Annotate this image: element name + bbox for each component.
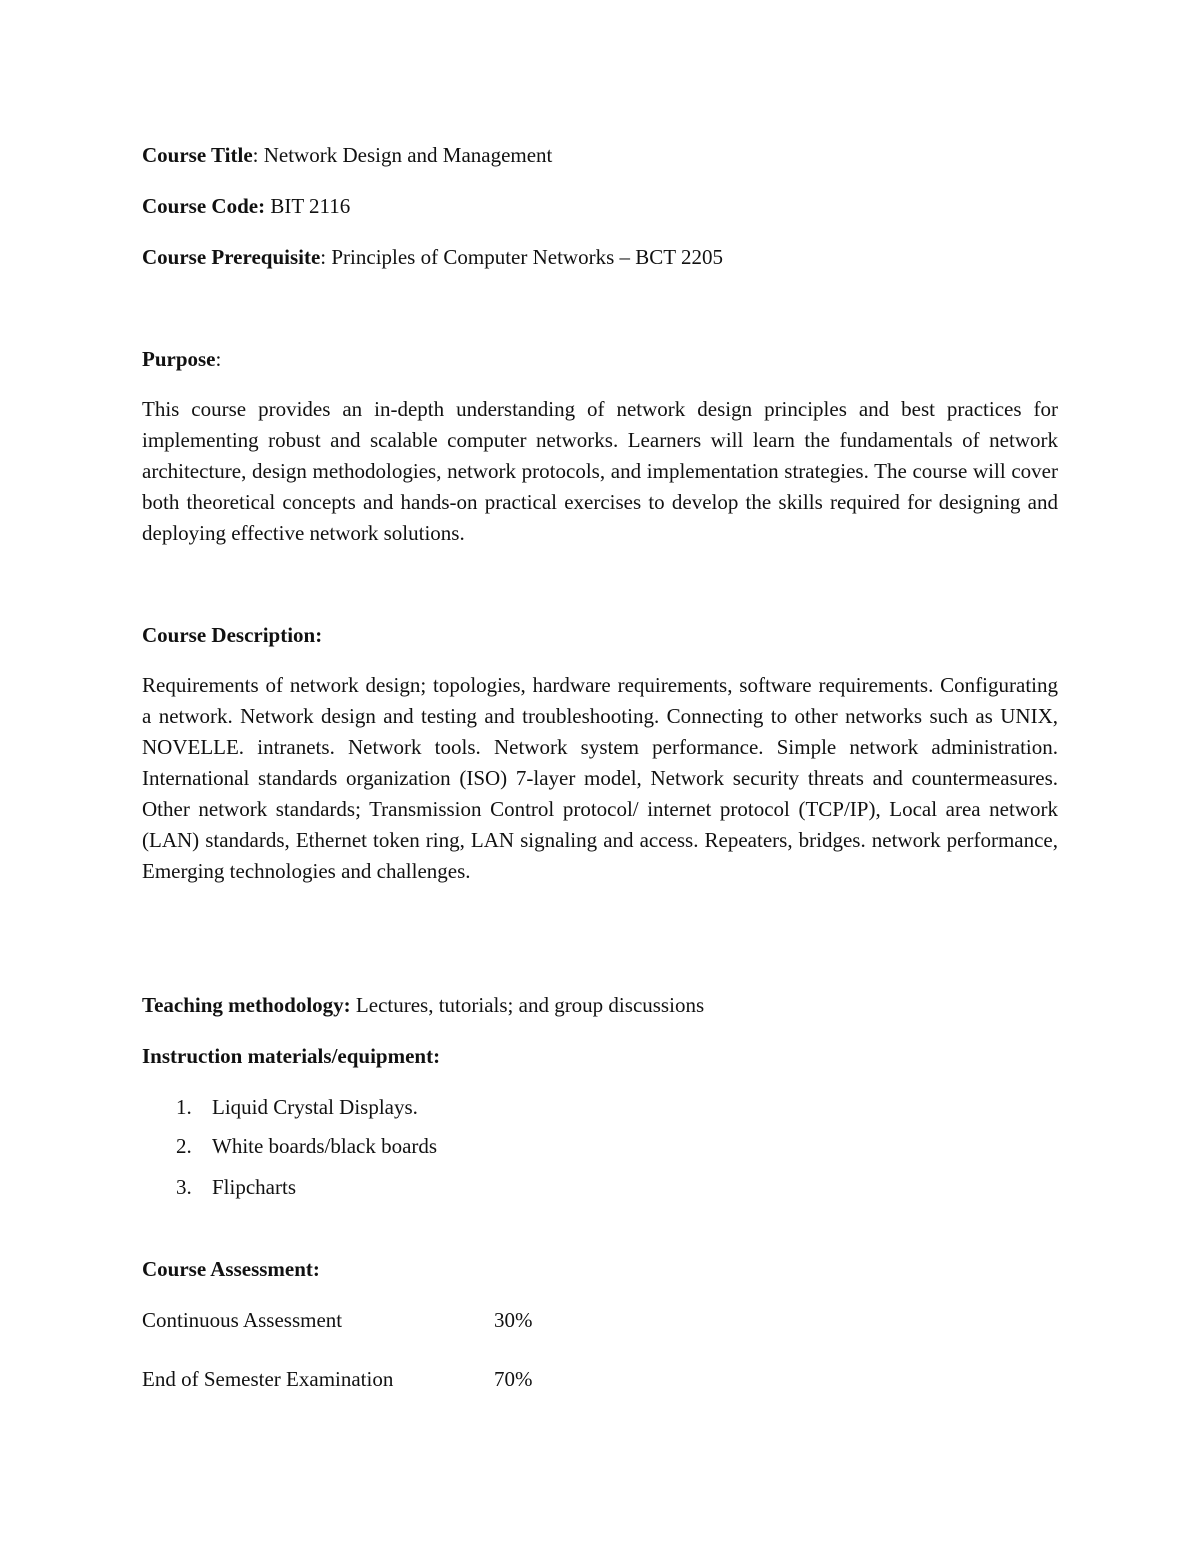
- teaching-methodology-label: Teaching methodology:: [142, 993, 351, 1017]
- course-description-heading: Course Description:: [142, 623, 323, 647]
- list-item: [176, 1094, 418, 1120]
- list-item-number: 2.: [176, 1134, 192, 1158]
- assessment-row-value: 70%: [494, 1367, 533, 1391]
- assessment-row-label: Continuous Assessment: [142, 1308, 343, 1332]
- course-prerequisite-label: Course Prerequisite: [142, 245, 321, 269]
- purpose-heading-suffix: :: [215, 347, 222, 371]
- course-title-line: [142, 142, 552, 168]
- teaching-methodology-line: [142, 992, 704, 1018]
- assessment-row-label: End of Semester Examination: [142, 1367, 394, 1391]
- course-description-paragraph: Requirements of network design; topologies, hardware requirements, software requirements. Configurating a network. Network design and testing and troubleshooting. Connecting to other networks such as UNIX, NOVELLE. intranets. Network tools. Network system performance. Simple network administration. International standards organization (ISO) 7-layer model, Network security threats and countermeasures. Other network standards; Transmission Control protocol/ internet protocol (TCP/IP), Local area network (LAN) standards, Ethernet token ring, LAN signaling and access. Repeaters, bridges. network performance, Emerging technologies and challenges.: [142, 673, 1058, 883]
- course-assessment-heading: Course Assessment:: [142, 1257, 320, 1281]
- instruction-materials-heading: Instruction materials/equipment:: [142, 1044, 441, 1068]
- course-title-label: Course Title: [142, 143, 253, 167]
- list-item-number: 1.: [176, 1095, 192, 1119]
- list-item-text: White boards/black boards: [212, 1134, 438, 1158]
- teaching-methodology-value: Lectures, tutorials; and group discussions: [350, 993, 705, 1017]
- course-code-value: BIT 2116: [265, 194, 351, 218]
- list-item-text: Liquid Crystal Displays.: [212, 1095, 418, 1119]
- course-code-line: [142, 193, 350, 219]
- course-prerequisite-value: : Principles of Computer Networks – BCT 2205: [320, 245, 723, 269]
- list-item-text: Flipcharts: [212, 1175, 296, 1199]
- course-code-label: Course Code:: [142, 194, 266, 218]
- purpose-heading: [142, 346, 221, 372]
- list-item-number: 3.: [176, 1175, 192, 1199]
- list-item: [176, 1174, 296, 1200]
- purpose-paragraph: This course provides an in-depth understanding of network design principles and best practices for implementing robust and scalable computer networks. Learners will learn the fundamentals of network architecture, design methodologies, network protocols, and implementation strategies. The course will cover both theoretical concepts and hands-on practical exercises to develop the skills required for designing and deploying effective network solutions.: [142, 397, 1058, 545]
- course-prerequisite-line: [142, 244, 723, 270]
- assessment-row-value: 30%: [494, 1308, 533, 1332]
- purpose-heading-label: Purpose: [142, 347, 216, 371]
- course-title-value: : Network Design and Management: [252, 143, 553, 167]
- list-item: [176, 1133, 437, 1159]
